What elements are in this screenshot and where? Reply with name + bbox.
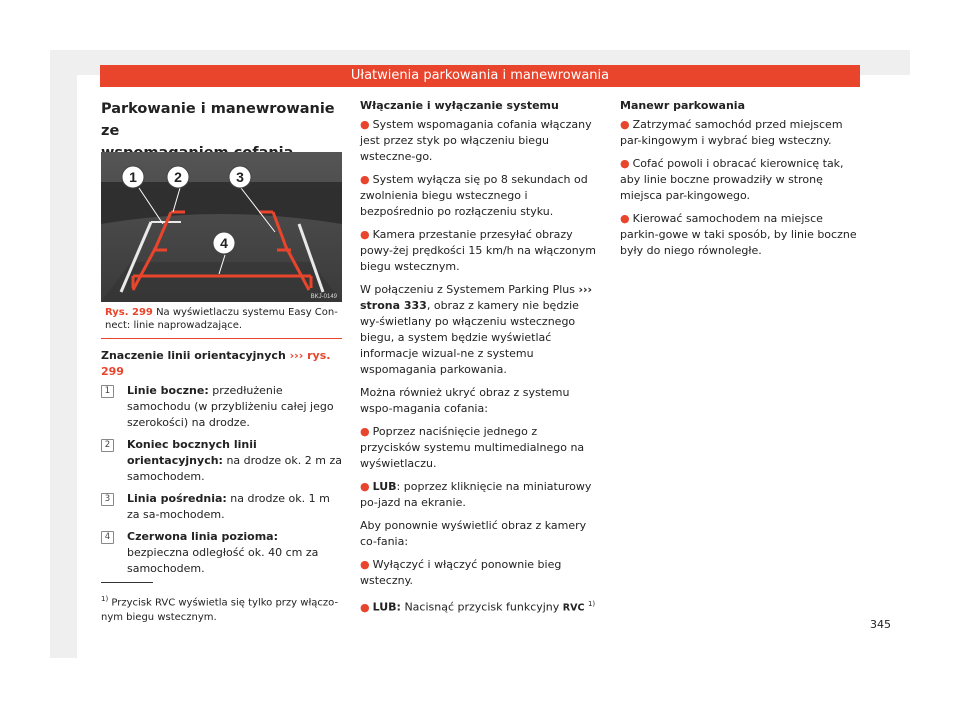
bullet-item: ● Kamera przestanie przesyłać obrazy powy-żej prędkości 15 km/h na włączonym biegu wstecznym. [360,228,596,273]
legend-item-term: Koniec bocznych linii orientacyjnych: [127,438,257,467]
legend-item-term: Linia pośrednia: [127,492,227,505]
page-ref-link[interactable]: ››› strona 333 [360,283,593,312]
svg-text:4: 4 [220,235,228,251]
bullet-icon: ● [360,228,370,241]
legend-item-text: na drodze ok. 2 m za samochodem. [127,454,342,483]
bullet-item: ● System wyłącza się po 8 sekundach od zwolnienia biegu wstecznego i bezpośrednio po rozłączeniu styku. [360,173,588,218]
callout-1 [122,166,144,188]
hide-image-paragraph: Można również ukryć obraz z systemu wspo-magania cofania: [360,386,570,415]
page-number: 345 [870,618,891,631]
legend-item-text: na drodze ok. 1 m za sa-mochodem. [127,492,330,521]
rear-camera-figure [101,152,342,302]
bullet-icon: ● [360,600,370,614]
legend-item-number: 4 [101,531,114,544]
bullet-icon: ● [360,558,370,571]
legend-item-number: 2 [101,439,114,452]
legend-item [101,491,342,523]
col2-title: Włączanie i wyłączanie systemu [360,99,559,112]
figure-caption-number: Rys. 299 [105,307,153,318]
legend-item-text: przedłużenie samochodu (w przybliżeniu całej jego szerokości) na drodze. [127,384,334,429]
legend-item-term: Czerwona linia pozioma: [127,530,279,543]
bullet-item: ● Zatrzymać samochód przed miejscem par-kingowym i wybrać bieg wsteczny. [620,118,843,147]
column-system-toggle [360,98,600,624]
legend-arrows: ››› [289,349,304,362]
column-parking-maneuver [620,98,860,266]
bullet-item: ● LUB: poprzez kliknięcie na miniaturowy po-jazd na ekranie. [360,480,592,509]
figure-code: BKJ-0149 [310,294,337,300]
bullet-item: ● Poprzez naciśnięcie jednego z przycisków systemu multimedialnego na wyświetlaczu. [360,425,585,470]
svg-text:1: 1 [129,169,137,185]
legend-item [101,383,342,431]
figure-caption-text: Na wyświetlaczu systemu Easy Con-nect: linie naprowadzające. [105,307,338,331]
bullet-icon: ● [360,118,370,131]
bullet-item: ● LUB: Nacisnąć przycisk funkcyjny RVC $^{1)}$ [360,600,596,614]
show-image-paragraph: Aby ponownie wyświetlić obraz z kamery co-fania: [360,519,587,548]
callout-2 [167,166,189,188]
svg-text:3: 3 [236,169,244,185]
footnote-marker: 1) [101,595,109,603]
parking-plus-paragraph: W połączeniu z Systemem Parking Plus ››› strona 333, obraz z kamery nie będzie wy-świetlany po włączeniu wstecznego biegu, a system będzie wyświetlać informacje wizual-ne z systemu wspomagania parkowania. [360,283,593,376]
legend-item [101,529,342,577]
rvc-button-label: RVC [562,602,585,614]
legend-item-term: Linie boczne: [127,384,209,397]
bullet-icon: ● [620,212,630,225]
callout-4 [213,232,235,254]
chapter-header: Ułatwienia parkowania i manewrowania [100,65,860,87]
legend-title: Znaczenie linii orientacyjnych ››› rys. 299 [101,349,331,378]
rear-camera-image [101,152,342,302]
figure-caption [105,306,345,332]
bullet-icon: ● [620,157,630,170]
bullet-icon: ● [360,480,370,493]
bullet-icon: ● [360,425,370,438]
bullet-item: ● Kierować samochodem na miejsce parkin-gowe w taki sposób, by linie boczne były do niego równoległe. [620,212,857,257]
col3-title: Manewr parkowania [620,99,745,112]
footnote [101,592,346,625]
legend-item-text: bezpieczna odległość ok. 40 cm za samochodem. [127,546,319,575]
legend-block [101,348,342,583]
svg-text:2: 2 [174,169,182,185]
bullet-icon: ● [620,118,630,131]
section-title-line1: Parkowanie i manewrowanie ze [101,101,335,139]
bullet-item: ● Cofać powoli i obracać kierownicę tak, aby linie boczne prowadziły w stronę miejsca par-kingowego. [620,157,844,202]
bullet-item: ● Wyłączyć i włączyć ponownie bieg wsteczny. [360,558,562,587]
legend-item [101,437,342,485]
footnote-text: Przycisk RVC wyświetla się tylko przy włączo-nym biegu wstecznym. [101,597,339,624]
bullet-icon: ● [360,173,370,186]
bullet-item: ● System wspomagania cofania włączany jest przez styk po włączeniu biegu wsteczne-go. [360,118,592,163]
figure-rule [101,338,342,339]
legend-item-number: 1 [101,385,114,398]
footnote-rule [101,582,153,583]
footnote-ref: 1) [587,600,596,608]
legend-item-number: 3 [101,493,114,506]
legend-ref-link[interactable]: rys. 299 [101,349,331,378]
callout-3 [229,166,251,188]
